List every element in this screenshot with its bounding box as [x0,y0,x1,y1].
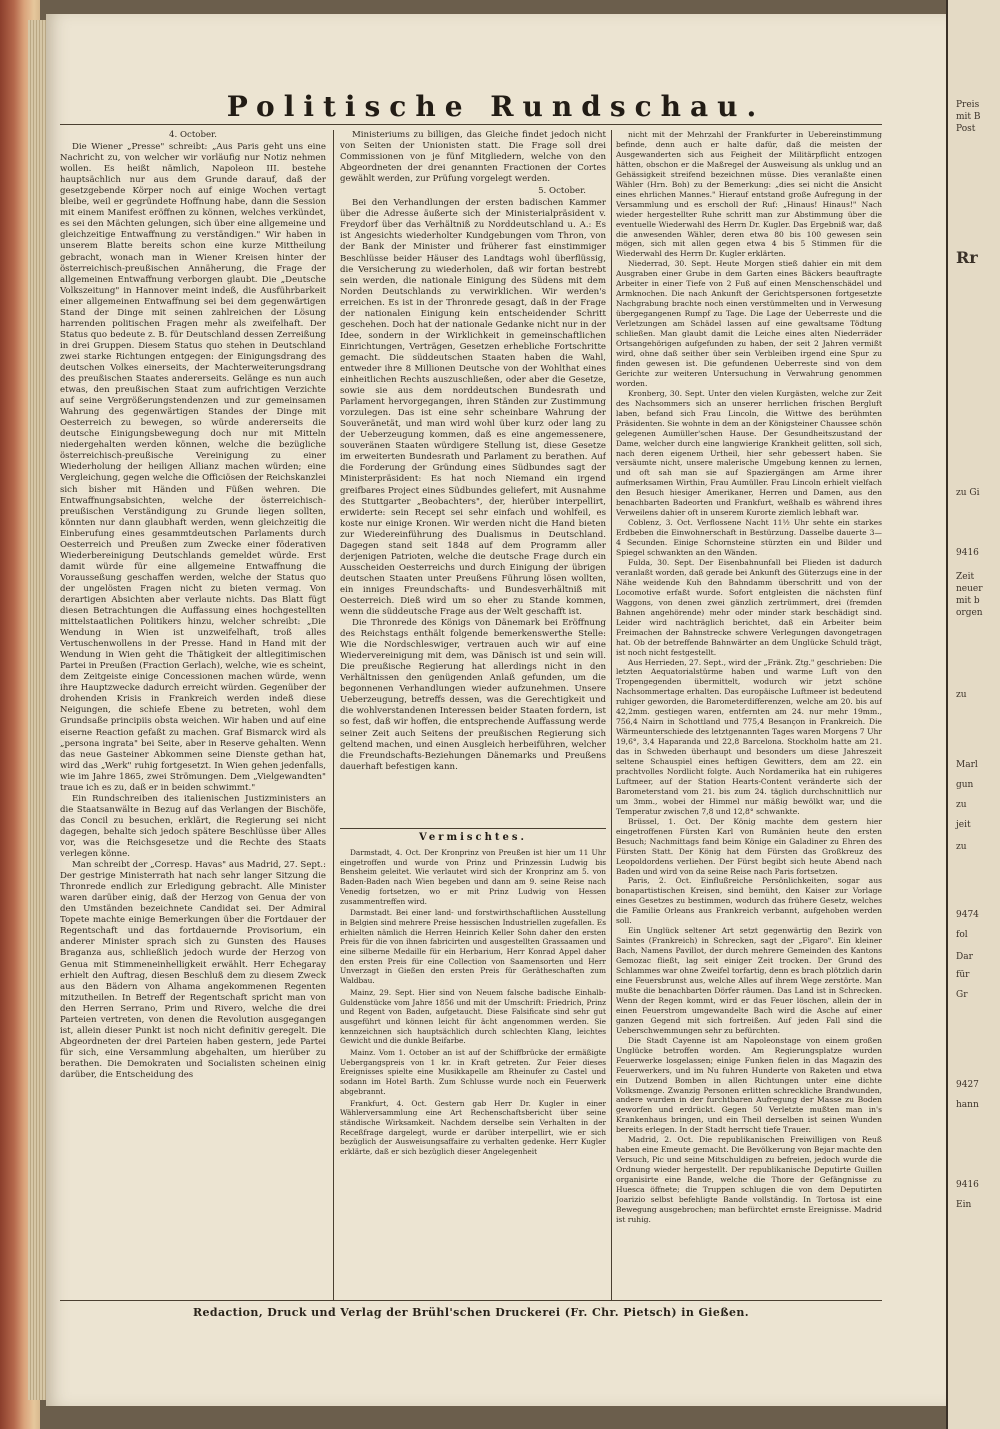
column-3 [616,130,882,1300]
facing-page-fragment: Ein [956,1200,972,1210]
facing-page-fragment: 9416 [956,548,979,558]
news-item: Ein Unglück seltener Art setzt gegenwärtig den Bezirk von Saintes (Frankreich) in Schrecken, sagt der „Figaro". Ein kleiner Bach, Namens Pavillot, der durch mehrere Gemeinden des Kantons Gemozac fließt, lag seit einiger Zeit trocken. Der Grund des Schlammes war ohne Zweifel torfartig, denn es brach plötzlich darin eine Feuersbrunst aus, welche Alles auf ihrem Wege zerstörte. Man mußte die benachbarten Dörfer räumen. Das Land ist in Schrecken. Wenn der Regen kommt, wird er das Feuer löschen, allein der in einen Feuerstrom umgewandelte Bach wird die Asche auf einer ganzen Gegend mit sich fortreißen. Auf jeden Fall sind die Ueberschwemmungen sehr zu befürchten. [616,926,882,1035]
footer-rule [60,1300,882,1301]
header-rule [60,124,882,125]
facing-page-fragment: fol [956,930,968,940]
column-3-body [616,130,882,1225]
facing-page-fragment: Rr [956,248,978,267]
facing-page-fragment: Preis [956,100,980,110]
imprint-line: Redaction, Druck und Verlag der Brühl'schen Druckerei (Fr. Chr. Pietsch) in Gießen. [192,1306,750,1319]
facing-page-fragment: 9427 [956,1080,979,1090]
facing-page-fragment: 9416 [956,1180,979,1190]
facing-page-fragment: Post [956,124,976,134]
news-item: Mainz. Vom 1. October an ist auf der Schiffbrücke der ermäßigte Uebergangspreis von 1 kr. in Kraft getreten. Zur Feier dieses Ereignisses spielte eine Musikkapelle am Rheinufer zu Castel und sodann im Hotel Barth. Zum Schlusse wurde noch ein Feuerwerk abgebrannt. [340,1048,606,1096]
article-paragraph: Man schreibt der „Corresp. Havas" aus Madrid, 27. Sept.: Der gestrige Ministerrath hat nach sehr langer Sitzung die Thronrede endlich zur Erledigung gebracht. Alle Minister waren darüber einig, daß der Herzog von Genua der von den Umständen bezeichnete Candidat sei. Der Admiral Topete machte einige Bemerkungen über die Fortdauer der Regentschaft und das fortdauernde Provisorium, ein anderer Minister sprach sich zu Gunsten des Hauses Braganza aus, schließlich jedoch wurde der Herzog von Genua mit Stimmeneinhelligkeit erwählt. Herr Echegaray erhielt den Auftrag, diesen Beschluß dem zu diesem Zweck aus den Bädern von Alhama angekommenen Regenten mitzutheilen. In Betreff der Regentschaft spricht man von den Herren Serrano, Prim und Rivero, welche die drei Parteien vertreten, von denen die Revolution ausgegangen ist, allein dieser Punkt ist noch nicht definitiv geregelt. Die Abgeordneten der drei Parteien haben gestern, jede Partei für sich, eine Versammlung abgehalten, um hierüber zu berathen. Die Demokraten und Socialisten scheinen einig darüber, die Entscheidung des [60,860,326,1080]
facing-page-edge [946,0,1000,1429]
article-paragraph: Die Thronrede des Königs von Dänemark bei Eröffnung des Reichstags enthält folgende bemerkenswerthe Stelle: Wie die Nordschleswiger, vertrauen auch wir auf eine Wiedervereinigung mit dem, was Dänisch ist und sein will. Die preußische Regierung hat allerdings nicht in den Verhältnissen den genügenden Anlaß gefunden, um die begonnenen Verhandlungen wieder aufzunehmen. Unsere Ueberzeugung, betreffs dessen, was die Gerechtigkeit und die wohlverstandenen Interessen beider Staaten fordern, ist so fest, daß wir hoffen, die entsprechende Auffassung werde seiner Zeit auch Seitens der preußischen Regierung sich geltend machen, und einen Ausgleich herbeiführen, welcher die Freundschafts-Beziehungen Dänemarks und Preußens dauerhaft befestigen kann. [340,618,606,772]
news-item: Die Stadt Cayenne ist am Napoleonstage von einem großen Unglücke betroffen worden. Am Regierungsplatze wurden Feuerwerke losgelassen; einige Funken fielen in das Magazin des Feuerwerkers, und im Nu fuhren Hunderte von Raketen und etwa ein Dutzend Bomben in allen Richtungen unter eine dichte Volksmenge. Zwanzig Personen erlitten schreckliche Brandwunden, andere wurden in der furchtbaren Aufregung der Masse zu Boden geworfen und erdrückt. Gegen 50 Verletzte mußten man in's Krankenhaus bringen, und ein Theil derselben ist seinen Wunden bereits erlegen. In der Stadt herrscht tiefe Trauer. [616,1035,882,1135]
article-paragraph: Ein Rundschreiben des italienischen Justizministers an die Staatsanwälte in Bezug auf das Verlangen der Bischöfe, das Concil zu besuchen, erklärt, die Regierung sei nicht dagegen, behalte sich jedoch spätere Beschlüsse über Alles vor, was die Reichsgesetze und die Rechte des Staats verlegen könne. [60,793,326,860]
news-item: Aus Herrieden, 27. Sept., wird der „Fränk. Ztg." geschrieben: Die letzten Aequatorialstürme haben und warme Luft von den Tropengegenden übermittelt, wodurch wir jetzt schöne Nachsommertage erhalten. Das europäische Luftmeer ist bedeutend ruhiger geworden, die Barometerdifferenzen, welche am 20. bis auf 42,2mm. gestiegen waren, entfernten am 24. nur mehr 19mm., 756,4 Nairn in Schottland und 775,4 Besançon in Frankreich. Die Wärmeunterschiede des letztgenannten Tages waren Morgens 7 Uhr 19,6°, 3,4 Haparanda und 22,8 Barcelona. Stockholm hatte am 21. das in Schweden überhaupt und besonders um diese Jahreszeit seltene Schauspiel eines heftigen Gewitters, dem am 22. ein prachtvolles Nordlicht folgte. Auch Nordamerika hat ein ruhigeres Luftmeer, auf der Station Hearts-Content veränderte sich der Barometerstand vom 21. bis zum 24. täglich durchschnittlich nur um 3mm., wobei der Himmel nur mäßig bewölkt war, und die Temperatur zwischen 7,8 und 12,8° schwankte. [616,657,882,816]
facing-page-fragment: zu Gi [956,488,980,498]
miscellany-heading: Vermischtes. [419,832,527,843]
dateline: 4. October. [169,130,217,140]
column-rule [611,130,612,1300]
column-rule [333,130,334,1300]
section-title: Politische Rundschau. [226,90,766,123]
facing-page-fragment: jeit [956,820,971,830]
facing-page-fragment: Zeit [956,572,975,582]
news-item: Madrid, 2. Oct. Die republikanischen Freiwilligen von Reuß haben eine Emeute gemacht. Die Bevölkerung von Bejar machte den Versuch, Pic und seine Mitschuldigen zu befreien, jedoch wurde die Ordnung wieder hergestellt. Der republikanische Deputirte Guillen organisirte eine Bande, welche die Thore der Gefängnisse zu Huesca öffnete; die Truppen schlugen die von dem Deputirten Joarizio selbst befehligte Bande vollständig. In Tortosa ist eine Bewegung ausgebrochen; man befürchtet ernste Ereignisse. Madrid ist ruhig. [616,1135,882,1224]
news-item: Paris, 2. Oct. Einflußreiche Persönlichkeiten, sogar aus bonapartistischen Kreisen, sind bemüht, den Kaiser zur Vorlage eines Gesetzes zu bestimmen, wodurch das frühere Gesetz, welches die Familie Orleans aus Frankreich verbannt, aufgehoben werden soll. [616,876,882,926]
news-item: Darmstadt, 4. Oct. Der Kronprinz von Preußen ist hier um 11 Uhr eingetroffen und wurde von Prinz und Prinzessin Ludwig bis Bensheim geleitet. Wie verlautet wird sich der Kronprinz am 5. von Baden-Baden nach Wien begeben und dann am 9. seine Reise nach Venedig fortsetzen, wo er mit Prinz Ludwig von Hessen zusammentreffen wird. [340,848,606,906]
news-item: Darmstadt. Bei einer land- und forstwirthschaftlichen Ausstellung in Belgien sind mehrere Preise hessischen Industriellen zugefallen. Es erhielten nämlich die Herren Heinrich Keller Sohn daher den ersten Preis für die von ihnen fabricirten und ausgestellten Grassaamen und eine silberne Medaille für ein Herbarium, Herr Konrad Appel daher den ersten Preis für eine Collection von Saamensorten und Herr Unverzagt in Gießen den ersten Preis für Gerätheschaften zum Waldbau. [340,908,606,986]
facing-page-fragment: Dar [956,952,973,962]
dateline: 5. October. [538,186,586,197]
news-item: Mainz, 29. Sept. Hier sind von Neuem falsche badische Einhalb-Guldenstücke vom Jahre 1856 und mit der Umschrift: Friedrich, Prinz und Regent von Baden, aufgetaucht. Diese Falsificate sind sehr gut ausgeführt und können leicht für ächt angenommen werden. Sie kennzeichnen sich hauptsächlich durch schlechten Klang, leichtes Gewicht und die dunkle Beifarbe. [340,987,606,1046]
facing-page-fragment: neuer [956,584,983,594]
news-item: Niederrad, 30. Sept. Heute Morgen stieß dahier ein mit dem Ausgraben einer Grube in dem Garten eines Bäckers beauftragte Arbeiter in einer Tiefe von 2 Fuß auf einen Menschenschädel und Armknochen. Die nach Ankunft der Gerichtspersonen fortgesetzte Nachgrabung brachte noch einen verstümmelten und in Verwesung übergegangenen Rumpf zu Tage. Die Lage der Ueberreste und die Verletzungen am Schädel lassen auf eine gewaltsame Tödtung schließen. Man glaubt damit die Leiche eines alten Niederräder Ortsangehörigen aufgefunden zu haben, der seit 2 Jahren vermißt wird, ohne daß seither über sein Verbleiben irgend eine Spur zu finden gewesen ist. Die gefundenen Ueberreste sind von dem Gerichte zur weiteren Untersuchung in Verwahrung genommen worden. [616,259,882,388]
news-item: Kronberg, 30. Sept. Unter den vielen Kurgästen, welche zur Zeit des Nachsommers sich an unserer herrlichen frischen Bergluft laben, befand sich Frau Lincoln, die Wittwe des berühmten Präsidenten. Sie wohnte in dem an der Königsteiner Chaussee schön gelegenen Aumüller'schen Hause. Der Gesundheitszustand der Dame, welcher durch eine langwierige Krankheit gelitten, soll sich, nach deren eigenem Urtheil, hier sehr gebessert haben. Sie versäumte nicht, unsere malerische Umgebung kennen zu lernen, und oft sah man sie auf Spaziergängen am Arme ihrer aufmerksamen Wirthin, Frau Aumüller. Frau Lincoln erhielt vielfach den Besuch hiesiger Amerikaner, Herren und Damen, aus den benachbarten Badeorten und Frankfurt, weßhalb es während ihres Verweilens dahier oft in unserem Kurorte ziemlich lebhaft war. [616,388,882,518]
column-2-body-b [340,198,606,772]
facing-page-fragment: gun [956,780,974,790]
news-item: nicht mit der Mehrzahl der Frankfurter in Uebereinstimmung befinde, denn auch er halte dafür, daß die meisten der Ausgewanderten sich aus Feigheit der Militärpflicht entzogen hätten, obschon er die Maßregel der Ausweisung als unklug und an Gehässigkeit streifend bezeichnen müsse. Dies veranlaßte einen Wähler (Hrn. Boh) zu der Bemerkung: „dies sei nicht die Ansicht eines ehrlichen Mannes." Hierauf entstand große Aufregung in der Versammlung und es erscholl der Ruf: „Hinaus! Hinaus!" Nach wieder hergestellter Ruhe schritt man zur Abstimmung über die eventuelle Wiederwahl des Herrn Dr. Kugler. Das Ergebniß war, daß die anwesenden Wähler, deren etwa 80 bis 100 gewesen sein mögen, sich mit allen gegen etwa 4 bis 5 Stimmen für die Wiederwahl des Herrn Dr. Kugler erklärten. [616,130,882,259]
article-paragraph: Ministeriums zu billigen, das Gleiche findet jedoch nicht von Seiten der Unionisten statt. Die Frage soll drei Commissionen von je fünf Mitgliedern, welche von den Abgeordneten der drei genannten Fractionen der Cortes gewählt werden, zur Prüfung vorgelegt werden. [340,130,606,185]
column-2-body-a [340,130,606,185]
article-paragraph: Bei den Verhandlungen der ersten badischen Kammer über die Adresse äußerte sich der Ministerialpräsident v. Freydorf über das Verhältniß zu Norddeutschland u. A.: Es ist Angesichts wiederholter Kundgebungen vom Thron, von der Bank der Minister und früherer fast einstimmiger Beschlüsse beider Häuser des Landtags wohl überflüssig, die Versicherung zu wiederholen, daß wir fortan bestrebt sein werden, die nationale Einigung des Südens mit dem Norden Deutschlands zu verwirklichen. Wir werden's erreichen. Es ist in der Thronrede gesagt, daß in der Frage der nationalen Einigung kein entscheidender Schritt geschehen. Doch hat der nationale Gedanke nicht nur in der Idee, sondern in der Wirklichkeit in gemeinschaftlichen Einrichtungen, Verträgen, Gesetzen erhebliche Fortschritte gemacht. Die süddeutschen Staaten haben die Wahl, entweder ihre 8 Millionen Deutsche von der Wohlthat eines einheitlichen Rechts auszuschließen, oder aber die Gesetze, sowie sie aus dem norddeutschen Bundesrath und Parlament hervorgegangen, ihren Ständen zur Zustimmung vorzulegen. Das ist eine sehr scheinbare Wahrung der Souveränetät, und man wird wohl über kurz oder lang zu der Ueberzeugung kommen, daß es eine angemessenere, souveränen Staaten würdigere Stellung ist, diese Gesetze im erweiterten Bundesrath und Parlament zu berathen. Auf die Forderung der Gründung eines Südbundes sagt der Ministerpräsident: Es hat noch Niemand ein irgend greifbares Project eines Südbundes geliefert, mit Ausnahme des Stuttgarter „Beobachters", der, hierüber interpellirt, erwiderte: sein Recept sei sehr einfach und wohlfeil, es koste nur einige Kronen. Wir werden nicht die Hand bieten zur Wiedereinführung des Dualismus in Deutschland. Dagegen stand seit 1848 auf dem Programm aller derjenigen Patrioten, welche die deutsche Frage durch ein Ausscheiden Oesterreichs und durch Einigung der übrigen deutschen Staaten unter Preußens Führung lösen wollten, ein inniges Freundschafts- und Bundesverhältniß mit Oesterreich. Dieß wird um so eher zu Stande kommen, wenn die süddeutsche Frage aus der Welt geschafft ist. [340,198,606,618]
facing-page-fragment: Marl [956,760,978,770]
facing-page-fragment: orgen [956,608,983,618]
news-item: Brüssel, 1. Oct. Der König machte dem gestern hier eingetroffenen Fürsten Karl von Rumänien heute den ersten Besuch; Nachmittags fand beim Könige ein Galadiner zu Ehren des Fürsten Statt. Der König hat dem Fürsten das Großkreuz des Leopoldordens verliehen. Der Fürst begibt sich heute Abend nach Baden und wird von da seine Reise nach Paris fortsetzen. [616,816,882,876]
facing-page-fragment: hann [956,1100,979,1110]
article-paragraph: Die Wiener „Presse" schreibt: „Aus Paris geht uns eine Nachricht zu, von welcher wir vorläufig nur Notiz nehmen wollen. Es heißt nämlich, Napoleon III. bestehe hauptsächlich nur aus dem Grunde darauf, daß der gesetzgebende Körper noch auf einige Wochen vertagt bleibe, weil er gegründete Hoffnung habe, dann die Session mit einem Manifest eröffnen zu können, welches verkündet, es sei den Mächten gelungen, sich über eine allgemeine und gleichzeitige Entwaffnung zu verständigen." Wir haben in unserem Blatte bereits schon eine kurze Mittheilung gebracht, wonach man in Wiener Kreisen hinter der österreichisch-preußischen Annäherung, die Frage der allgemeinen Entwaffnung verborgen glaubt. Die „Deutsche Volkszeitung" in Hannover meint indeß, die Ausführbarkeit einer allgemeinen Entwaffnung sei bei dem gegenwärtigen Stand der Dinge mit seinen zahlreichen der Lösung harrenden politischen Fragen mehr als zweifelhaft. Der Status quo bedeute z. B. für Deutschland dessen Zerreißung in drei Gruppen. Diesem Status quo stehen in Deutschland zwei starke Richtungen entgegen: der Einigungsdrang des deutschen Volkes einerseits, der Machterweiterungsdrang des preußischen Staates andererseits. Gelänge es nun auch etwas, den preußischen Staat zum aufrichtigen Verzichte auf seine Vergrößerungstendenzen und zur gemeinsamen Wahrung des gegenwärtigen Standes der Dinge mit Oesterreich zu bewegen, so würde andererseits die deutsche Einigungsbewegung doch nur mit Mitteln niedergehalten werden können, welche die bezügliche österreichisch-preußische Vereinigung zu einer Wiederholung der heiligen Allianz machen würden; eine Vergleichung, gegen welche die Officiösen der Reichskanzlei sich bisher mit Händen und Füßen wehren. Die Entwaffnungsabsichten, welche der österreichisch-preußischen Verständigung zu Grunde liegen sollten, könnten nur dann glaubhaft werden, wenn gleichzeitig die Einberufung eines gesammtdeutschen Parlaments durch Oesterreich und Preußen zum Zwecke einer föderativen Wiederbereinigung Deutschlands gemeldet würde. Erst damit würde für eine allgemeine Entwaffnung die Vorausseßung geschaffen werden, welche der Status quo der ungelösten Fragen nicht zu bieten vermag. Von derartigen Absichten aber verlaute nichts. Das Blatt fügt diesen Betrachtungen die Auffassung eines hochgestellten mittelstaatlichen Politikers hinzu, welcher schreibt: „Die Wendung in Wien ist unzweifelhaft, troß alles Vertuschenwollens in der Presse. Hand in Hand mit der Wendung in Wien geht die Thätigkeit der altlegitimischen Partei in Preußen (Fraction Gerlach), welche, wie es scheint, dem Zeitgeiste einige Concessionen machen würde, wenn ihre Hauptzwecke dadurch erreicht würden. Gegenüber der drohenden Krisis in Frankreich werden indeß diese Neigungen, die schiefe Ebene zu betreten, wohl dem Grundsaße principiis obsta weichen. Wir haben und auf eine eiserne Reaction gefaßt zu machen. Graf Bismarck wird als „persona ingrata" bei Seite, aber in Reserve gehalten. Wenn das neue Gasteiner Abkommen seine Dienste gethan hat, wird das „Werk" ruhig fortgesetzt. In Wien gehen jedenfalls, wie im Jahre 1865, zwei Strömungen. Dem „Vielgewandten" traue ich es zu, daß er in beiden schwimmt." [60,142,326,793]
facing-page-fragment: zu [956,842,967,852]
news-item: Fulda, 30. Sept. Der Eisenbahnunfall bei Flieden ist dadurch veranlaßt worden, daß gerade bei Ankunft des Güterzugs eine in der Nähe weidende Kuh den Bahndamm überschritt und von der Locomotive erfaßt wurde. Sofort entgleisten die nächsten fünf Waggons, von denen zwei gänzlich zertrümmert, drei (fremden Bahnen angehörende) mehr oder minder stark beschädigt sind. Leider wird nachträglich berichtet, daß ein Arbeiter beim Freimachen der Bahnstrecke schwere Verlegungen davongetragen hat. Ob der betreffende Bahnwärter an dem Unglücke Schuld trägt, ist noch nicht festgestellt. [616,557,882,657]
facing-page-fragment: für [956,970,970,980]
miscellany-body [340,848,606,1288]
facing-page-fragment: mit b [956,596,980,606]
facing-page-fragment: 9474 [956,910,979,920]
facing-page-fragment: mit B [956,112,981,122]
facing-page-fragment: Gr [956,990,968,1000]
news-item: Frankfurt, 4. Oct. Gestern gab Herr Dr. Kugler in einer Wählerversammlung eine Art Rechenschaftsbericht über seine ständische Wirksamkeit. Nachdem derselbe sein Verhalten in der Receßfrage dargelegt, wurde er darüber interpellirt, wie er sich bezüglich der Ausweisungsaffaire zu verhalten gedenke. Herr Kugler erklärte, daß er sich bezüglich dieser Angelegenheit [340,1098,606,1157]
column-1-body [60,142,326,1081]
news-item: Coblenz, 3. Oct. Verflossene Nacht 11½ Uhr sehte ein starkes Erdbeben die Einwohnerschaft in Bestürzung. Dasselbe dauerte 3—4 Secunden. Einige Schornsteine stürzten ein und Bilder und Spiegel schwankten an den Wänden. [616,518,882,558]
facing-page-fragment: zu [956,800,967,810]
column-1 [60,130,326,1300]
facing-page-fragment: zu [956,690,967,700]
